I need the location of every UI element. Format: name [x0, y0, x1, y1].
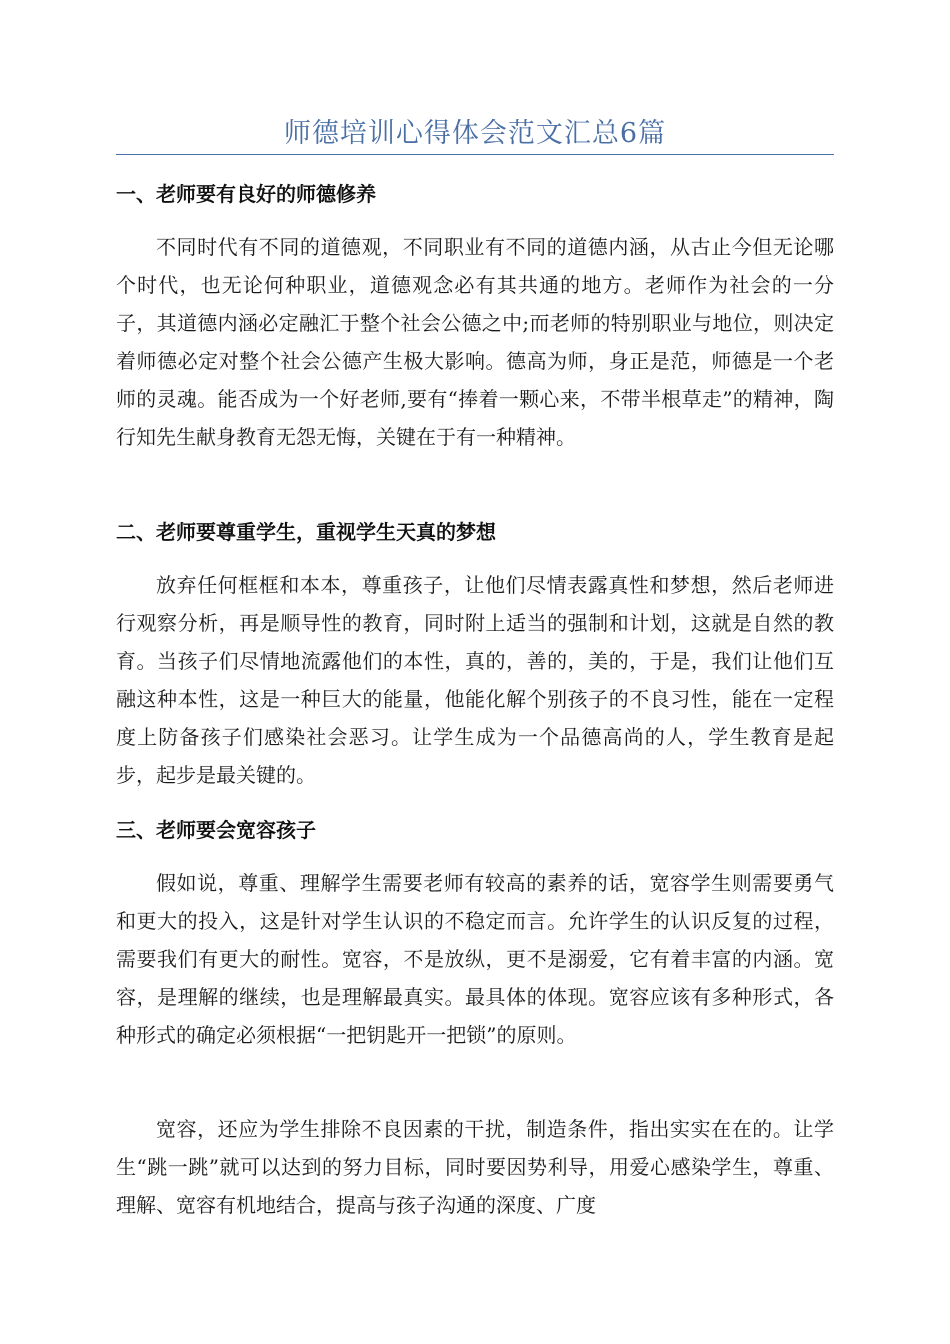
section-heading-1: 一、老师要有良好的师德修养	[116, 182, 376, 206]
section-heading-2: 二、老师要尊重学生，重视学生天真的梦想	[116, 520, 496, 544]
section-3-paragraph-1: 假如说，尊重、理解学生需要老师有较高的素养的话，宽容学生则需要勇气和更大的投入，这是针对学生认识的不稳定而言。允许学生的认识反复的过程，需要我们有更大的耐性。宽容，不是放纵，更不是溺爱，它有着丰富的内涵。宽容，是理解的继续，也是理解最真实。最具体的体现。宽容应该有多种形式，各种形式的确定必须根据“一把钥匙开一把锁”的原则。	[116, 871, 834, 1047]
section-3-paragraph-2: 宽容，还应为学生排除不良因素的干扰，制造条件，指出实实在在的。让学生“跳一跳”就可以达到的努力目标，同时要因势利导，用爱心感染学生，尊重、理解、宽容有机地结合，提高与孩子沟通的深度、广度	[116, 1117, 834, 1217]
document-title: 师德培训心得体会范文汇总6篇	[283, 118, 667, 149]
section-2-paragraph-1: 放弃任何框框和本本，尊重孩子，让他们尽情表露真性和梦想，然后老师进行观察分析，再是顺导性的教育，同时附上适当的强制和计划，这就是自然的教育。当孩子们尽情地流露他们的本性，真的，善的，美的，于是，我们让他们互融这种本性，这是一种巨大的能量，他能化解个别孩子的不良习性，能在一定程度上防备孩子们感染社会恶习。让学生成为一个品德高尚的人，学生教育是起步，起步是最关键的。	[116, 573, 834, 787]
title-underline	[116, 154, 834, 155]
section-heading-3: 三、老师要会宽容孩子	[116, 818, 316, 842]
section-1-paragraph-1: 不同时代有不同的道德观，不同职业有不同的道德内涵，从古止今但无论哪个时代，也无论何种职业，道德观念必有其共通的地方。老师作为社会的一分子，其道德内涵必定融汇于整个社会公德之中;而老师的特别职业与地位，则决定着师德必定对整个社会公德产生极大影响。德高为师，身正是范，师德是一个老师的灵魂。能否成为一个好老师,要有“捧着一颗心来，不带半根草走”的精神，陶行知先生献身教育无怨无悔，关键在于有一种精神。	[116, 235, 834, 449]
